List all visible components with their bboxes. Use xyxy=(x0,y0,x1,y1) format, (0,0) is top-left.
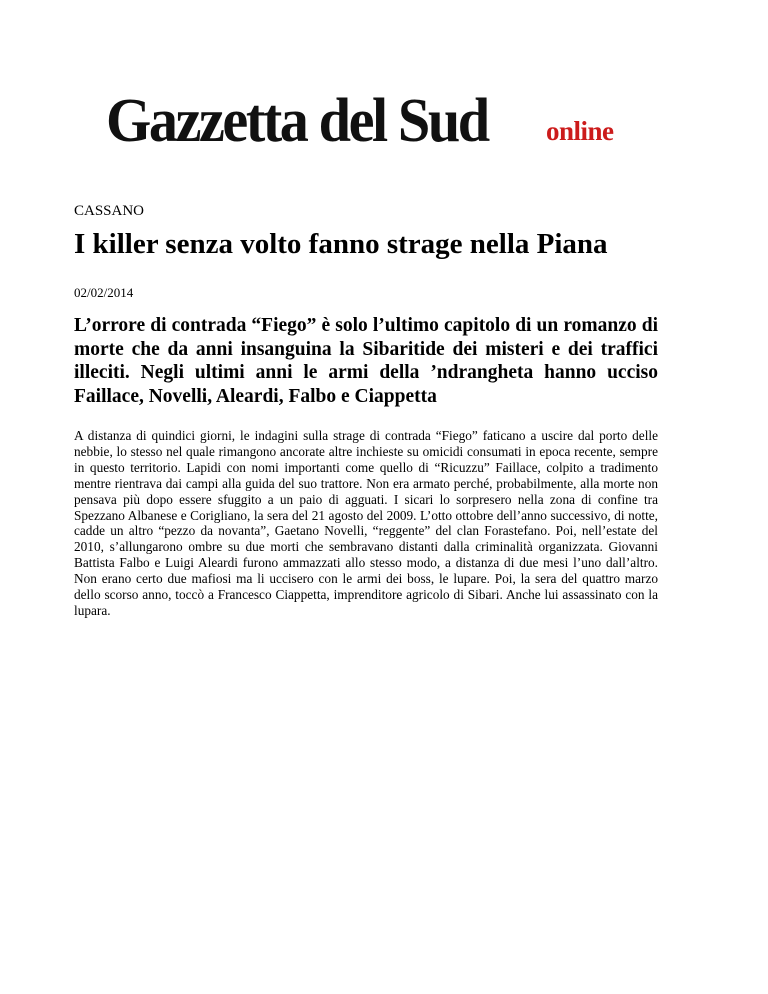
article-headline: I killer senza volto fanno strage nella Piana xyxy=(74,228,608,260)
masthead-title: Gazzetta del Sud xyxy=(106,87,488,155)
masthead-online-suffix: online xyxy=(546,116,614,146)
section-label: CASSANO xyxy=(74,203,145,219)
article-body: A distanza di quindici giorni, le indagini sulla strage di contrada “Fiego” faticano a uscire dal porto delle nebbie, lo stesso nel quale rimangono ancorate altre inchieste su omicidi consumati in epoca recente, sempre in questo territorio. Lapidi con nomi importanti come quello di “Ricuzzu” Faillace, colpito a tradimento mentre rientrava dai campi alla guida del suo trattore. Non era armato perché, probabilmente, alla morte non pensava più dopo essere sfuggito a un paio di agguati. I sicari lo sorpresero nella zona di confine tra Spezzano Albanese e Corigliano, la sera del 21 agosto del 2009. L’otto ottobre dell’anno successivo, di notte, cadde un altro “pezzo da novanta”, Gaetano Novelli, “reggente” del clan Forastefano. Poi, nell’estate del 2010, s’allungarono ombre su due morti che sembravano distanti dalla criminalità organizzata. Giovanni Battista Falbo e Luigi Aleardi furono ammazzati allo stesso modo, a distanza di due mesi l’uno dall’altro. Non erano certo due mafiosi ma li uccisero con le armi dei boss, le lupare. Poi, la sera del quattro marzo dello scorso anno, toccò a Francesco Ciappetta, imprenditore agricolo di Sibari. Anche lui assassinato con la lupara. xyxy=(74,428,658,618)
masthead-logo xyxy=(106,86,614,156)
article-date: 02/02/2014 xyxy=(74,285,134,300)
article-subheadline: L’orrore di contrada “Fiego” è solo l’ultimo capitolo di un romanzo di morte che da anni insanguina la Sibaritide dei misteri e dei traffici illeciti. Negli ultimi anni le armi della ’ndrangheta hanno ucciso Faillace, Novelli, Aleardi, Falbo e Ciappetta xyxy=(74,315,658,407)
